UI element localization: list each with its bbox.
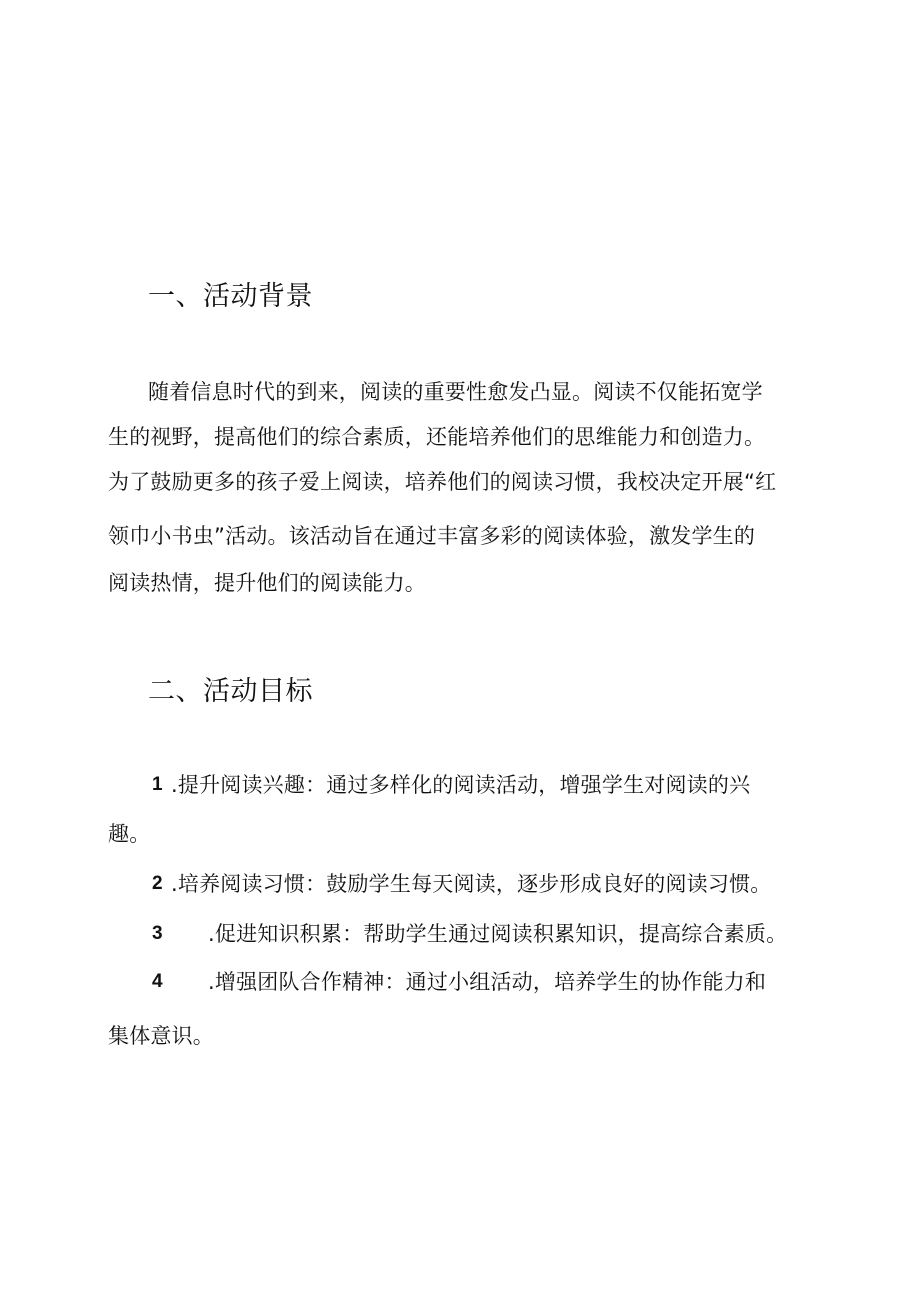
background-paragraph-line-3: 为了鼓励更多的孩子爱上阅读，培养他们的阅读习惯，我校决定开展“红 (108, 470, 777, 494)
section-heading-goals: 二、活动目标 (148, 676, 313, 707)
background-paragraph-line-5: 阅读热情，提升他们的阅读能力。 (108, 571, 426, 595)
background-paragraph-line-4: 领巾小书虫”活动。该活动旨在通过丰富多彩的阅读体验，激发学生的 (108, 524, 756, 548)
goal-item-1-line-2: 趣。 (108, 822, 151, 846)
goal-item-number-4: 4 (152, 971, 163, 992)
goal-item-3-line-1: .促进知识积累：帮助学生通过阅读积累知识，提高综合素质。 (208, 922, 788, 946)
background-paragraph-line-1: 随着信息时代的到来，阅读的重要性愈发凸显。阅读不仅能拓宽学 (148, 380, 763, 404)
goal-item-number-1: 1 (152, 774, 163, 795)
goal-item-4-line-1: .增强团队合作精神：通过小组活动，培养学生的协作能力和 (208, 970, 767, 994)
goal-item-2-line-1: .培养阅读习惯：鼓励学生每天阅读，逐步形成良好的阅读习惯。 (171, 872, 772, 896)
goal-item-number-3: 3 (152, 923, 163, 944)
goal-item-number-2: 2 (152, 873, 163, 894)
goal-item-1-line-1: .提升阅读兴趣：通过多样化的阅读活动，增强学生对阅读的兴 (171, 773, 751, 797)
goal-item-4-line-2: 集体意识。 (108, 1024, 214, 1048)
section-heading-background: 一、活动背景 (148, 281, 313, 312)
background-paragraph-line-2: 生的视野，提高他们的综合素质，还能培养他们的思维能力和创造力。 (108, 425, 766, 449)
